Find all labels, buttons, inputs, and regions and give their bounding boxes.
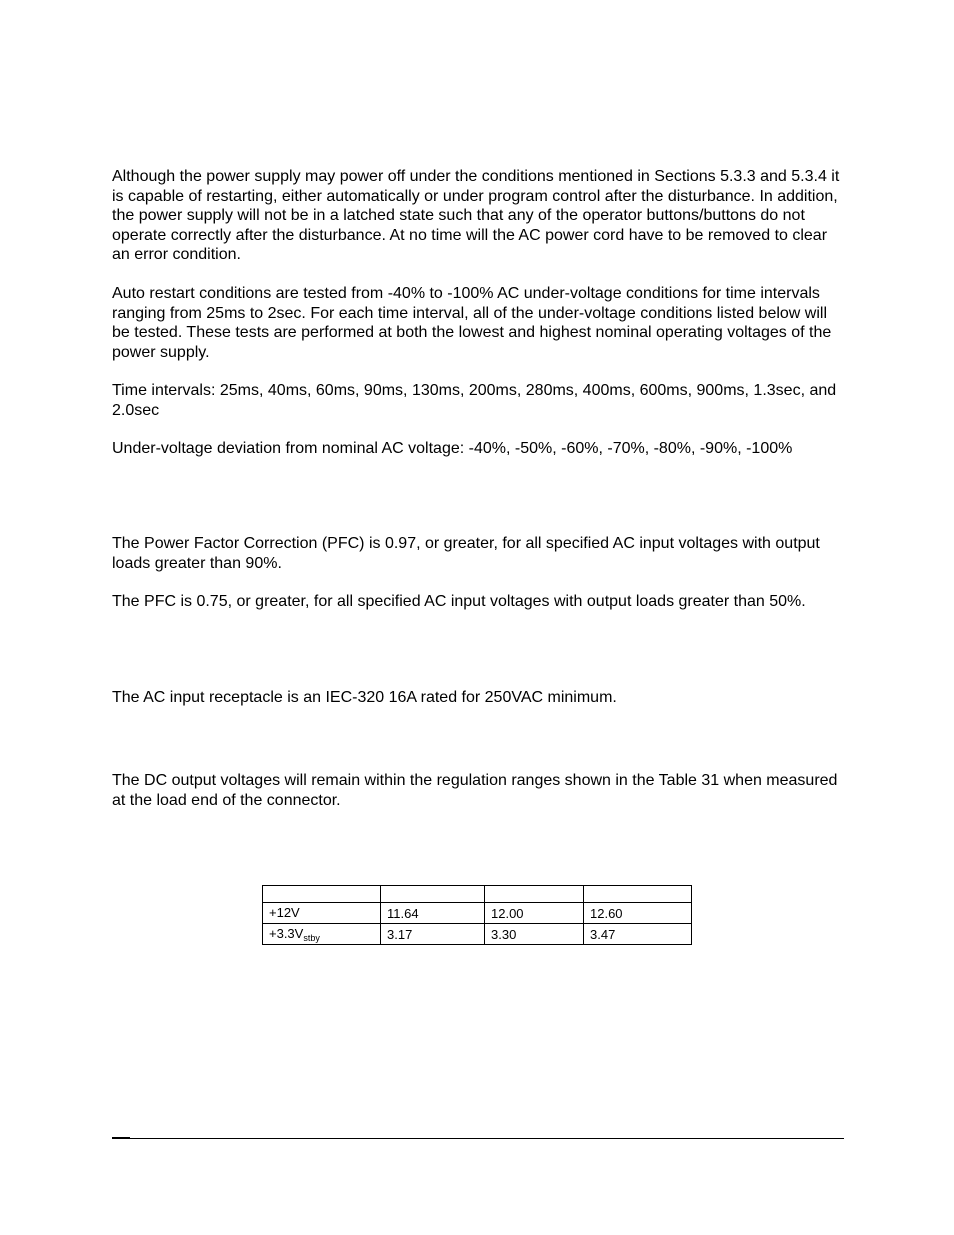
rail-label: +3.3V [269,925,304,941]
footer-mark [112,1137,130,1139]
table-header-cell [584,886,692,903]
paragraph-dc-output: The DC output voltages will remain within the regulation ranges shown in the Table 31 when measured at the load end of the connector. [112,772,838,809]
table-header-row [263,886,692,903]
table-row [263,903,692,924]
paragraph-time-intervals: Time intervals: 25ms, 40ms, 60ms, 90ms, 130ms, 200ms, 280ms, 400ms, 600ms, 900ms, 1.3sec, and 2.0sec [112,382,837,419]
table-row [263,924,692,945]
nom-cell: 3.30 [485,924,584,945]
voltage-regulation-table [262,885,692,945]
table-header-cell [485,886,584,903]
nom-cell: 12.00 [485,903,584,924]
max-cell: 12.60 [584,903,692,924]
paragraph-pfc-50: The PFC is 0.75, or greater, for all specified AC input voltages with output loads greater than 50%. [112,593,806,610]
paragraph-ac-receptacle: The AC input receptacle is an IEC-320 16A rated for 250VAC minimum. [112,689,617,706]
min-cell: 11.64 [381,903,485,924]
max-cell: 3.47 [584,924,692,945]
paragraph-auto-restart: Although the power supply may power off under the conditions mentioned in Sections 5.3.3 and 5.3.4 it is capable of restarting, either automatically or under program control after the disturbance. In addition, the power supply will not be in a latched state such that any of the operator buttons/buttons do not operate correctly after the disturbance. At no time will the AC power cord have to be removed to clear an error condition. [112,168,840,264]
paragraph-under-voltage-deviation: Under-voltage deviation from nominal AC voltage: -40%, -50%, -60%, -70%, -80%, -90%, -100% [112,440,793,457]
paragraph-auto-restart-tests: Auto restart conditions are tested from -40% to -100% AC under-voltage conditions for time intervals ranging from 25ms to 2sec. For each time interval, all of the under-voltage conditions listed below will be tested. These tests are performed at both the lowest and highest nominal operating voltages of the power supply. [112,285,832,361]
min-cell: 3.17 [381,924,485,945]
rail-cell [263,924,381,945]
rail-cell [263,903,381,924]
rail-subscript: stby [303,932,320,943]
footer-divider [112,1138,844,1139]
table-header-cell [263,886,381,903]
paragraph-pfc-90: The Power Factor Correction (PFC) is 0.97, or greater, for all specified AC input voltages with output loads greater than 90%. [112,535,820,572]
table-header-cell [381,886,485,903]
rail-label: +12V [269,904,300,920]
